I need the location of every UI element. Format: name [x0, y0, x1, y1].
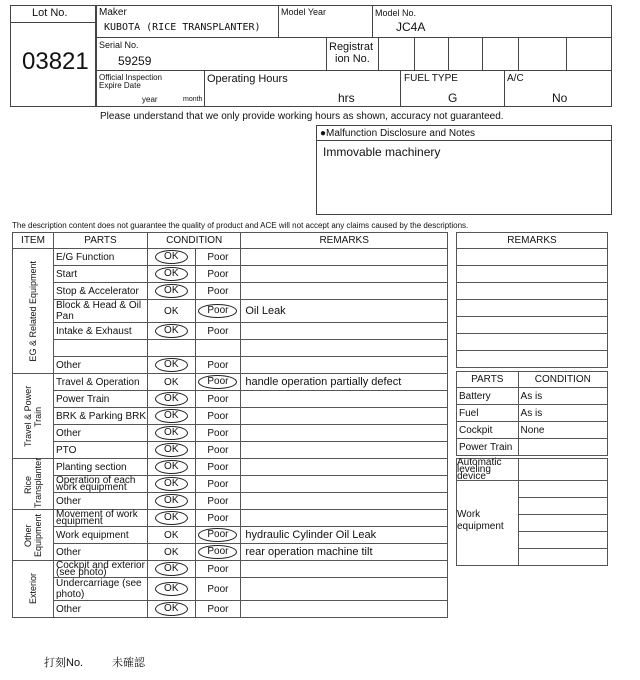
condition-poor-cell — [195, 323, 241, 340]
right-part-name: Power Train — [457, 439, 519, 456]
condition-poor: Poor — [207, 444, 229, 456]
right-parts-row — [457, 388, 608, 405]
table-row — [13, 249, 448, 266]
condition-ok: OK — [155, 392, 187, 406]
part-name: Start — [54, 266, 148, 283]
table-row — [13, 300, 448, 323]
condition-poor: Poor — [207, 512, 229, 524]
right-parts-row — [457, 422, 608, 439]
part-name: Other — [54, 425, 148, 442]
condition-ok-cell — [148, 249, 196, 266]
right-remarks-row — [457, 266, 608, 283]
condition-poor-cell — [195, 561, 241, 578]
right-part-condition: As is — [518, 388, 607, 405]
condition-ok-cell — [148, 300, 196, 323]
remark — [241, 601, 448, 618]
malfunction-title: ●Malfunction Disclosure and Notes — [320, 128, 475, 139]
condition-ok: OK — [155, 324, 187, 338]
part-name: Operation of each work equipment — [54, 476, 148, 493]
table-row — [13, 425, 448, 442]
auto-leveling-label: Automatic leveling device — [457, 459, 519, 481]
condition-ok: OK — [155, 511, 187, 525]
table-row — [13, 476, 448, 493]
model-no-value: JC4A — [396, 20, 426, 34]
hours-unit: hrs — [338, 91, 355, 105]
part-name: Undercarriage (see photo) — [54, 578, 148, 601]
condition-poor: Poor — [207, 410, 229, 422]
remark — [241, 425, 448, 442]
hours-notice: Please understand that we only provide working hours as shown, accuracy not guaranteed. — [100, 111, 504, 122]
table-row — [13, 601, 448, 618]
table-row — [13, 578, 448, 601]
parts-header: PARTS — [54, 233, 148, 249]
right-remarks-row — [457, 283, 608, 300]
right-part-name: Cockpit — [457, 422, 519, 439]
condition-ok-cell — [148, 425, 196, 442]
info-divider — [504, 70, 505, 107]
condition-poor: Poor — [207, 268, 229, 280]
maker-value: KUBOTA (RICE TRANSPLANTER) — [104, 22, 261, 33]
condition-ok-cell — [148, 561, 196, 578]
table-row — [13, 357, 448, 374]
item-group-cell — [13, 374, 54, 459]
part-name: Other — [54, 357, 148, 374]
condition-poor: Poor — [207, 251, 229, 263]
part-name — [54, 340, 148, 357]
info-divider — [448, 37, 449, 70]
work-equipment-row — [518, 549, 607, 566]
remark — [241, 459, 448, 476]
table-row — [13, 493, 448, 510]
right-part-condition — [518, 439, 607, 456]
condition-ok: OK — [155, 602, 187, 616]
remarks-header: REMARKS — [241, 233, 448, 249]
condition-ok: OK — [155, 494, 187, 508]
condition-ok-cell — [148, 544, 196, 561]
part-name: Stop & Accelerator — [54, 283, 148, 300]
info-divider — [518, 37, 519, 70]
condition-ok-cell — [148, 374, 196, 391]
condition-ok: OK — [155, 409, 187, 423]
condition-poor: Poor — [207, 393, 229, 405]
right-part-condition: As is — [518, 405, 607, 422]
part-name: Other — [54, 601, 148, 618]
remark — [241, 357, 448, 374]
condition-poor: Poor — [198, 304, 237, 318]
item-group-cell — [13, 459, 54, 510]
condition-poor-cell — [195, 374, 241, 391]
remark — [241, 408, 448, 425]
info-divider — [278, 5, 279, 37]
lot-label-divider — [10, 22, 96, 23]
remark — [241, 561, 448, 578]
condition-ok: OK — [164, 305, 179, 317]
condition-poor-cell — [195, 493, 241, 510]
right-parts-table — [456, 371, 608, 456]
table-row — [13, 459, 448, 476]
condition-ok-cell — [148, 408, 196, 425]
condition-poor-cell — [195, 459, 241, 476]
item-group-label: EG & Related Equipment — [28, 260, 38, 362]
table-row — [13, 391, 448, 408]
condition-poor: Poor — [198, 375, 237, 389]
ac-value: No — [552, 91, 568, 105]
month-label: month — [183, 96, 203, 103]
right-parts-row — [457, 439, 608, 456]
condition-ok-cell — [148, 493, 196, 510]
condition-table — [12, 232, 448, 618]
condition-ok-cell — [148, 283, 196, 300]
condition-ok: OK — [155, 250, 187, 264]
right-remarks-header: REMARKS — [457, 233, 608, 249]
condition-header: CONDITION — [148, 233, 241, 249]
condition-poor-cell — [195, 408, 241, 425]
condition-poor: Poor — [207, 285, 229, 297]
table-row — [13, 323, 448, 340]
condition-ok-cell — [148, 601, 196, 618]
right-remarks-row — [457, 300, 608, 317]
condition-ok: OK — [164, 376, 179, 388]
table-row — [13, 544, 448, 561]
malfunction-text: Immovable machinery — [323, 145, 441, 159]
table-row — [13, 561, 448, 578]
item-group-cell — [13, 249, 54, 374]
remark — [241, 476, 448, 493]
info-divider — [96, 70, 612, 71]
condition-ok: OK — [155, 582, 187, 596]
condition-ok-cell — [148, 340, 196, 357]
condition-poor: Poor — [207, 603, 229, 615]
condition-ok: OK — [164, 546, 179, 558]
table-row — [13, 374, 448, 391]
part-name: Intake & Exhaust — [54, 323, 148, 340]
part-name: Other — [54, 544, 148, 561]
item-group-label: Rice Transplanter — [23, 457, 43, 508]
info-divider — [482, 37, 483, 70]
condition-poor-cell — [195, 601, 241, 618]
condition-poor: Poor — [207, 583, 229, 595]
remark: Oil Leak — [241, 300, 448, 323]
remark — [241, 266, 448, 283]
lot-label: Lot No. — [32, 7, 68, 19]
fuel-type-label: FUEL TYPE — [404, 73, 458, 84]
part-name: BRK & Parking BRK — [54, 408, 148, 425]
item-header: ITEM — [13, 233, 54, 249]
condition-ok-cell — [148, 391, 196, 408]
fuel-type-value: G — [448, 91, 458, 105]
work-equipment-row — [518, 532, 607, 549]
remark — [241, 510, 448, 527]
condition-poor: Poor — [207, 461, 229, 473]
model-no-label: Model No. — [375, 8, 417, 18]
condition-poor-cell — [195, 476, 241, 493]
condition-poor-cell — [195, 391, 241, 408]
condition-ok-cell — [148, 476, 196, 493]
remark — [241, 249, 448, 266]
table-row — [13, 408, 448, 425]
right-parts-row — [457, 405, 608, 422]
info-divider — [96, 37, 612, 38]
part-name: Planting section — [54, 459, 148, 476]
condition-poor-cell — [195, 442, 241, 459]
maker-label: Maker — [99, 7, 127, 18]
remark — [241, 391, 448, 408]
serial-label: Serial No. — [99, 40, 139, 50]
condition-ok-cell — [148, 527, 196, 544]
condition-ok: OK — [155, 477, 187, 491]
right-remarks-row — [457, 334, 608, 351]
info-divider — [378, 37, 379, 70]
part-name: Travel & Operation — [54, 374, 148, 391]
condition-poor: Poor — [207, 427, 229, 439]
right-condition-header: CONDITION — [518, 372, 607, 388]
work-equipment-label — [457, 481, 519, 566]
condition-ok: OK — [155, 443, 187, 457]
condition-poor-cell — [195, 249, 241, 266]
part-name: Other — [54, 493, 148, 510]
condition-ok-cell — [148, 510, 196, 527]
info-divider — [372, 5, 373, 37]
info-divider — [400, 70, 401, 107]
condition-ok: OK — [155, 284, 187, 298]
condition-ok: OK — [155, 426, 187, 440]
condition-poor-cell — [195, 357, 241, 374]
part-name: Work equipment — [54, 527, 148, 544]
item-group-label: Other Equipment — [23, 513, 43, 557]
condition-ok-cell — [148, 442, 196, 459]
condition-ok: OK — [155, 358, 187, 372]
inspection-label: Official Inspection — [99, 73, 162, 82]
condition-poor: Poor — [207, 359, 229, 371]
table-row — [13, 527, 448, 544]
table-row — [13, 340, 448, 357]
condition-ok: OK — [164, 529, 179, 541]
unconfirmed-label: 未確認 — [112, 657, 145, 669]
info-divider — [414, 37, 415, 70]
info-divider — [566, 37, 567, 70]
condition-poor: Poor — [207, 563, 229, 575]
stamp-number-label: 打刻No. — [44, 657, 84, 669]
item-group-cell — [13, 510, 54, 561]
work-equipment-label-2: equipment — [457, 521, 504, 532]
remark — [241, 283, 448, 300]
table-row — [13, 266, 448, 283]
condition-poor: Poor — [207, 495, 229, 507]
right-parts-header: PARTS — [457, 372, 519, 388]
info-divider — [204, 70, 205, 107]
table-row — [13, 283, 448, 300]
condition-ok-cell — [148, 459, 196, 476]
work-equipment-label-1: Work — [457, 509, 481, 520]
item-group-label: Travel & Power Train — [23, 385, 43, 447]
serial-value: 59259 — [118, 54, 152, 68]
registration-label-2: ion No. — [335, 53, 370, 65]
right-remarks-row — [457, 351, 608, 368]
condition-poor: Poor — [198, 545, 237, 559]
remark — [241, 493, 448, 510]
right-equipment-table — [456, 458, 608, 566]
work-equipment-row — [518, 515, 607, 532]
right-remarks-table — [456, 232, 608, 368]
registration-label: Registrat — [329, 41, 374, 53]
ac-label: A/C — [507, 73, 524, 84]
part-name: Block & Head & Oil Pan — [54, 300, 148, 323]
condition-poor-cell — [195, 527, 241, 544]
part-name: PTO — [54, 442, 148, 459]
condition-poor-cell — [195, 300, 241, 323]
malfunction-divider — [316, 140, 612, 141]
part-name: E/G Function — [54, 249, 148, 266]
part-name: Movement of work equipment — [54, 510, 148, 527]
claims-notice: The description content does not guarantee the quality of product and ACE will not accept any claims caused by the descriptions. — [12, 221, 469, 230]
work-equipment-row — [518, 498, 607, 515]
remark — [241, 323, 448, 340]
info-divider — [326, 37, 327, 70]
table-row — [13, 510, 448, 527]
condition-ok-cell — [148, 266, 196, 283]
right-part-name: Fuel — [457, 405, 519, 422]
condition-ok: OK — [155, 267, 187, 281]
item-group-cell — [13, 561, 54, 618]
condition-poor-cell — [195, 510, 241, 527]
auto-leveling-value — [518, 459, 607, 481]
condition-ok-cell — [148, 357, 196, 374]
item-group-label: Exterior — [28, 573, 38, 605]
right-remarks-row — [457, 249, 608, 266]
condition-poor: Poor — [198, 528, 237, 542]
right-part-condition: None — [518, 422, 607, 439]
condition-ok-cell — [148, 323, 196, 340]
right-part-name: Battery — [457, 388, 519, 405]
model-year-label: Model Year — [281, 7, 327, 17]
condition-poor-cell — [195, 266, 241, 283]
work-equipment-row — [518, 481, 607, 498]
condition-poor: Poor — [207, 478, 229, 490]
condition-ok-cell — [148, 578, 196, 601]
condition-ok: OK — [155, 460, 187, 474]
remark: rear operation machine tilt — [241, 544, 448, 561]
remark: handle operation partially defect — [241, 374, 448, 391]
remark — [241, 578, 448, 601]
remark: hydraulic Cylinder Oil Leak — [241, 527, 448, 544]
right-remarks-row — [457, 317, 608, 334]
condition-poor-cell — [195, 578, 241, 601]
part-name: Power Train — [54, 391, 148, 408]
table-row — [13, 442, 448, 459]
inspection-label-2: Expire Date — [99, 81, 141, 90]
part-name: Cockpit and exterior (see photo) — [54, 561, 148, 578]
condition-poor-cell — [195, 544, 241, 561]
condition-table-body — [13, 249, 448, 618]
condition-poor-cell — [195, 283, 241, 300]
year-label: year — [142, 95, 158, 104]
condition-poor-cell — [195, 340, 241, 357]
lot-number: 03821 — [22, 48, 89, 75]
condition-poor: Poor — [207, 325, 229, 337]
remark — [241, 442, 448, 459]
condition-poor-cell — [195, 425, 241, 442]
condition-ok: OK — [155, 562, 187, 576]
operating-hours-label: Operating Hours — [207, 73, 288, 85]
remark — [241, 340, 448, 357]
